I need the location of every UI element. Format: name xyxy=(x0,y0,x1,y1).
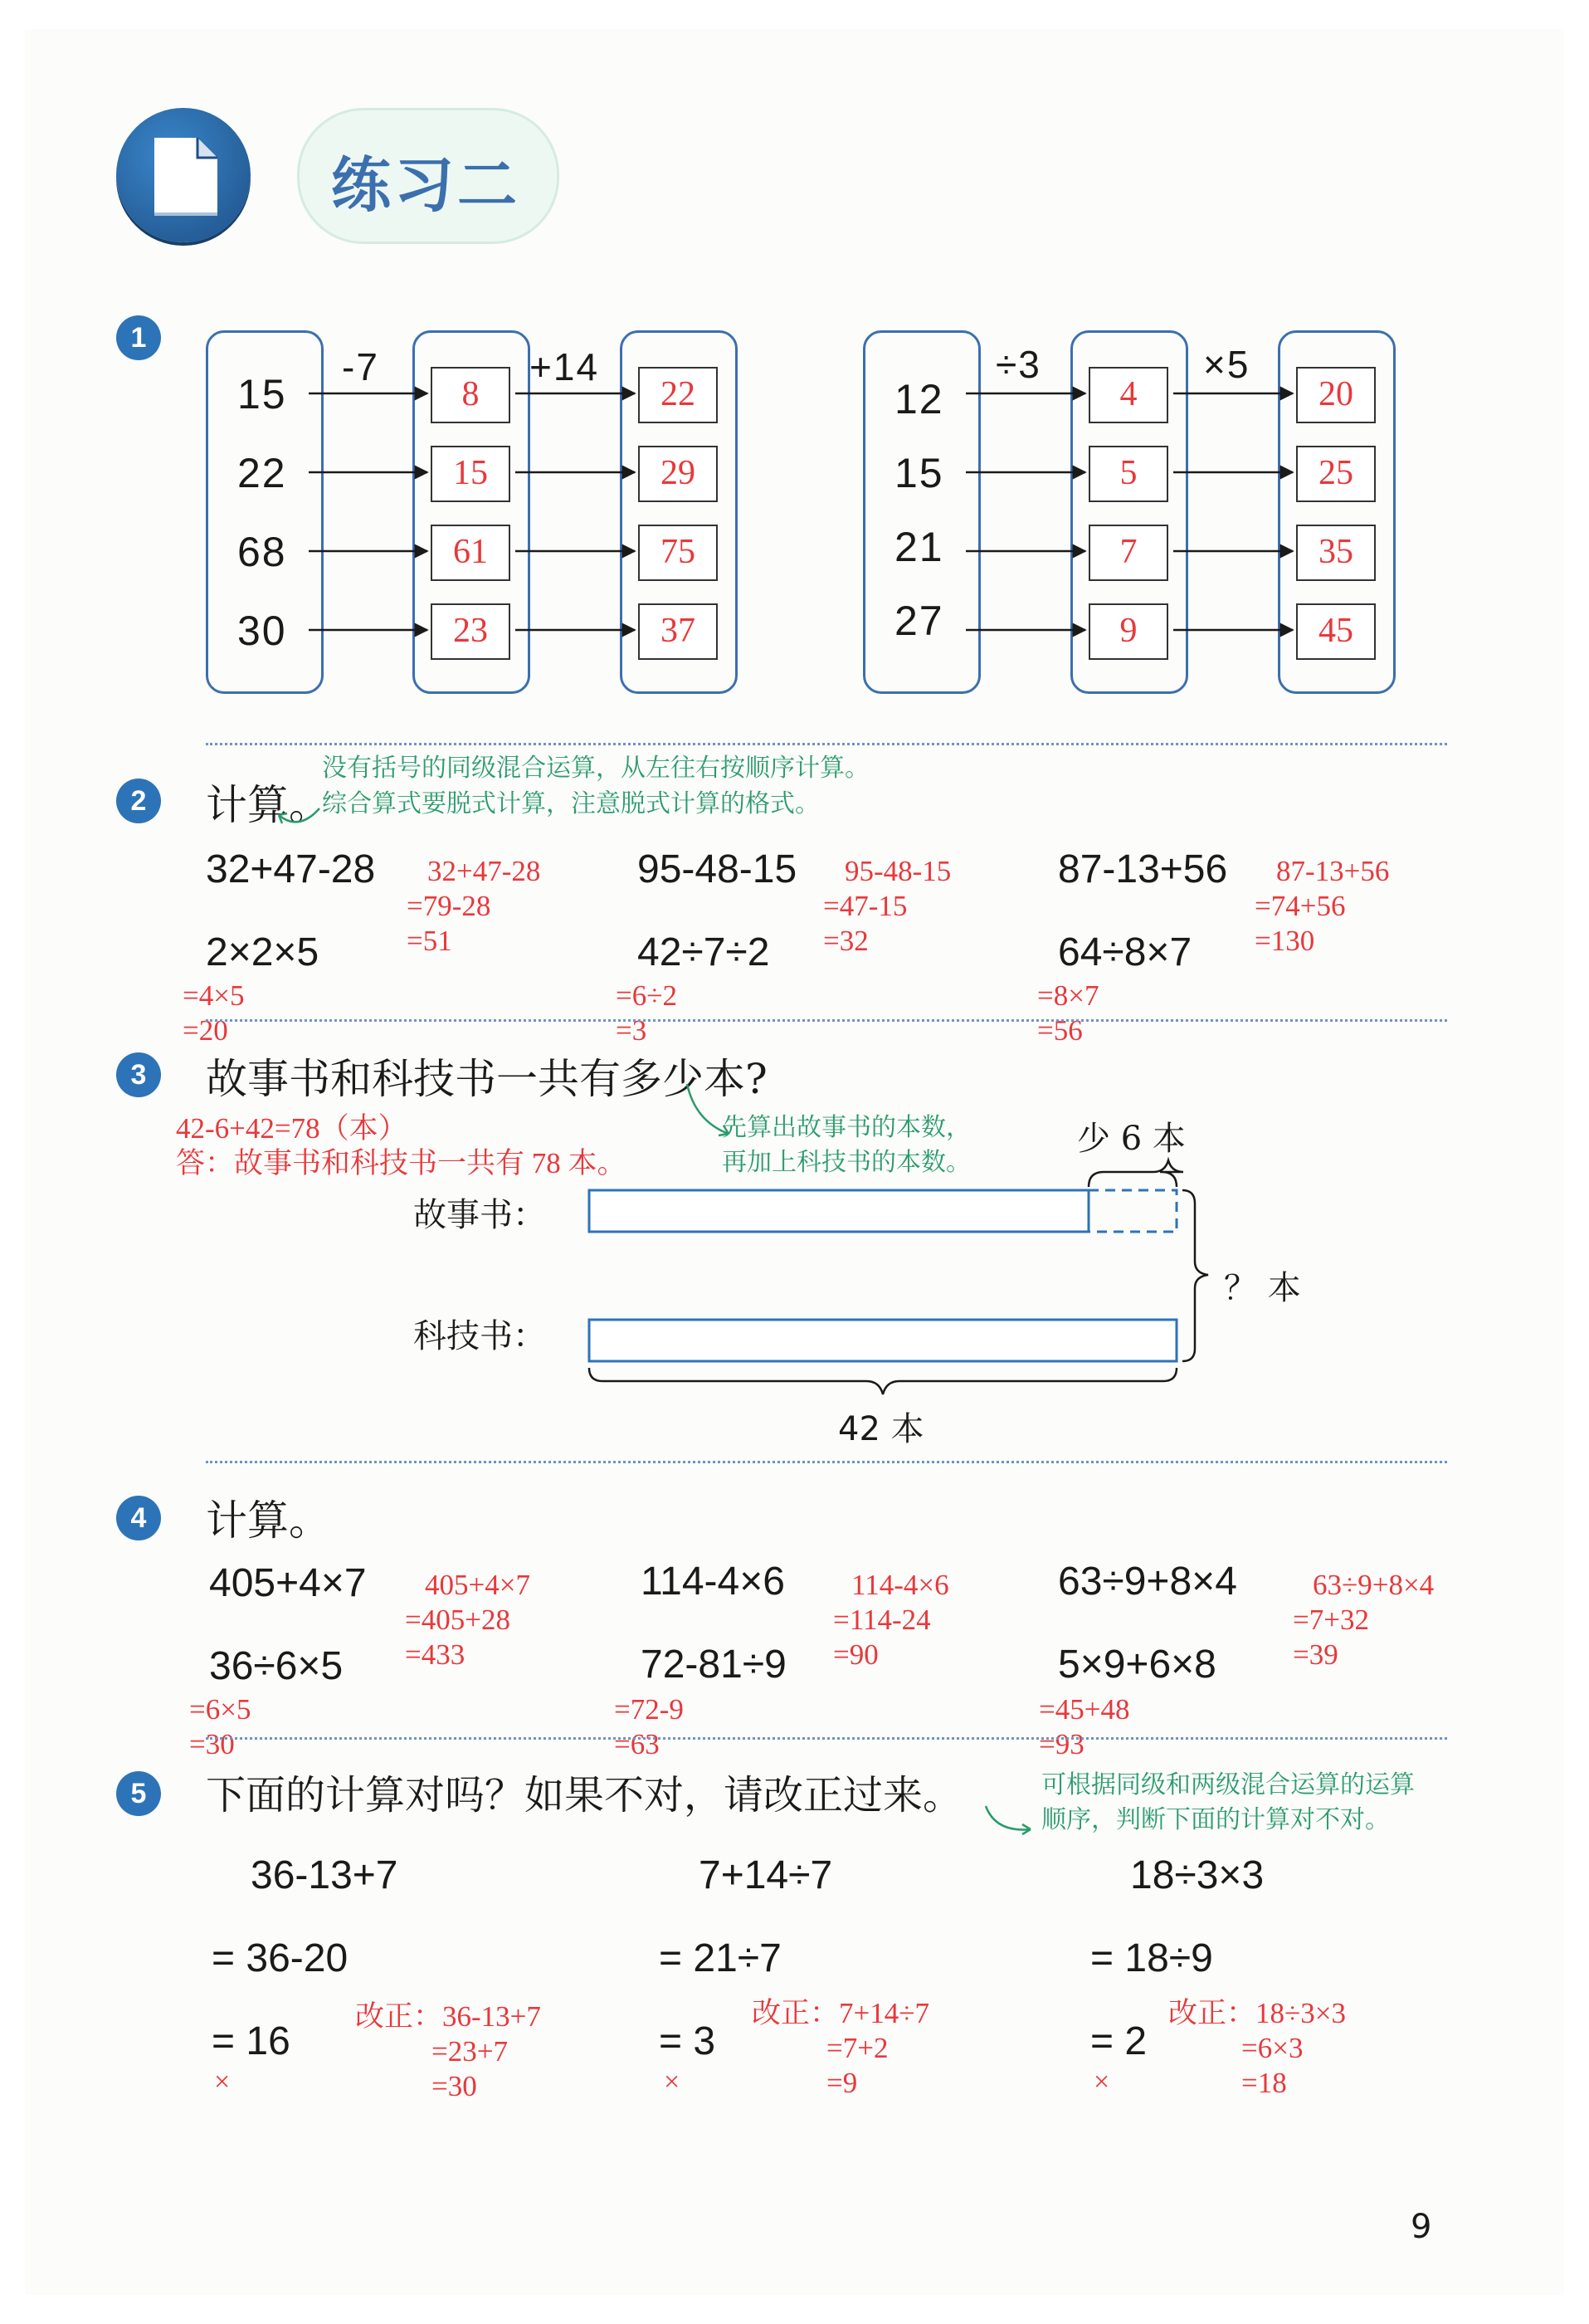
question-number-4: 4 xyxy=(116,1496,161,1540)
q3-hint-1: 先算出故事书的本数， xyxy=(722,1113,971,1142)
q3-answer-equation: 42-6+42=78（本） xyxy=(176,1112,407,1145)
q4-work-line: =90 xyxy=(833,1638,879,1671)
q4-work-line: 114-4×6 xyxy=(851,1569,949,1601)
q2-problem: 42÷7÷2 xyxy=(637,930,770,974)
q4-work-line: =433 xyxy=(405,1638,465,1671)
q5-title: 下面的计算对吗？如果不对，请改正过来。 xyxy=(206,1772,963,1819)
q5-expression: 7+14÷7 xyxy=(699,1853,833,1897)
q2-work-line: =4×5 xyxy=(183,979,245,1012)
q3-tech-count: 42 本 xyxy=(838,1410,924,1448)
q4-problem: 72-81÷9 xyxy=(641,1643,787,1687)
q2-problem: 95-48-15 xyxy=(637,847,797,891)
q5-correction-line: 改正：7+14÷7 xyxy=(752,1997,929,2029)
q4-work-line: =6×5 xyxy=(189,1693,251,1726)
q5-correction-line: =6×3 xyxy=(1241,2032,1304,2064)
q3-answer-sentence: 答：故事书和科技书一共有 78 本。 xyxy=(176,1147,626,1179)
q4-problem: 5×9+6×8 xyxy=(1058,1643,1216,1687)
q2-work-line: 95-48-15 xyxy=(845,855,952,887)
q1-left-input: 22 xyxy=(237,450,287,496)
q4-problem: 36÷6×5 xyxy=(209,1644,344,1688)
q2-hint-2: 综合算式要脱式计算，注意脱式计算的格式。 xyxy=(322,789,820,818)
question-number-5: 5 xyxy=(116,1771,161,1816)
q5-correction-line: 改正：18÷3×3 xyxy=(1168,1997,1346,2029)
q4-work-line: =63 xyxy=(614,1728,660,1760)
q3-title: 故事书和科技书一共有多少本? xyxy=(206,1055,768,1103)
question-number-2: 2 xyxy=(116,779,161,823)
q3-total-label: ？ 本 xyxy=(1224,1269,1301,1307)
q2-work-line: 32+47-28 xyxy=(427,855,541,887)
q4-problem: 405+4×7 xyxy=(209,1561,367,1605)
q5-wrong-mark: × xyxy=(1094,2067,1110,2097)
q4-work-line: =30 xyxy=(189,1728,235,1760)
q1-left-step2-answer: 29 xyxy=(638,446,718,502)
q3-less-label: 少 6 本 xyxy=(1077,1120,1186,1158)
question-number-3: 3 xyxy=(116,1052,161,1097)
q2-work-line: =130 xyxy=(1255,925,1315,957)
q1-left-op2: +14 xyxy=(529,345,600,388)
q1-right-step2-answer: 45 xyxy=(1296,603,1376,660)
q1-left-step2-answer: 75 xyxy=(638,525,718,581)
q4-work-line: =45+48 xyxy=(1039,1693,1130,1726)
q2-problem: 2×2×5 xyxy=(206,930,319,974)
q2-title: 计算。 xyxy=(206,781,330,829)
q5-correction-line: 改正：36-13+7 xyxy=(355,2000,541,2033)
q1-left-input: 68 xyxy=(237,529,287,575)
q4-problem: 63÷9+8×4 xyxy=(1058,1560,1237,1604)
q5-correction-line: =9 xyxy=(826,2067,858,2099)
q1-right-input: 15 xyxy=(894,450,944,496)
q4-work-line: =405+28 xyxy=(405,1604,510,1636)
q3-hint-2: 再加上科技书的本数。 xyxy=(722,1148,971,1177)
q2-problem: 87-13+56 xyxy=(1058,847,1228,891)
q1-right-op1: ÷3 xyxy=(996,343,1041,386)
q2-work-line: =51 xyxy=(407,925,452,957)
q5-step: = 18÷9 xyxy=(1090,1936,1213,1980)
q4-title: 计算。 xyxy=(206,1496,330,1545)
q3-story-label: 故事书： xyxy=(413,1196,546,1234)
q5-correction-line: =23+7 xyxy=(431,2035,508,2068)
q1-right-op2: ×5 xyxy=(1203,343,1250,386)
q2-work-line: 87-13+56 xyxy=(1276,855,1390,887)
q4-work-line: =114-24 xyxy=(833,1604,931,1636)
q5-wrong-mark: × xyxy=(664,2067,680,2097)
q4-work-line: =93 xyxy=(1039,1728,1085,1760)
q5-hint-2: 顺序，判断下面的计算对不对。 xyxy=(1041,1805,1390,1834)
q1-left-step1-answer: 15 xyxy=(431,446,510,502)
q1-left-input: 15 xyxy=(237,371,287,417)
q4-work-line: 63÷9+8×4 xyxy=(1313,1569,1435,1601)
q5-hint-1: 可根据同级和两级混合运算的运算 xyxy=(1041,1770,1415,1799)
q4-work-line: 405+4×7 xyxy=(425,1569,530,1601)
q4-work-line: =7+32 xyxy=(1293,1604,1369,1636)
q5-correction-line: =18 xyxy=(1241,2067,1287,2099)
q1-left-step2-answer: 22 xyxy=(638,367,718,423)
q1-left-step1-answer: 8 xyxy=(431,367,510,423)
q4-work-line: =72-9 xyxy=(614,1693,684,1726)
q5-result: = 2 xyxy=(1090,2019,1148,2063)
q2-work-line: =74+56 xyxy=(1255,890,1346,922)
q1-left-step1-answer: 61 xyxy=(431,525,510,581)
q1-right-step1-answer: 7 xyxy=(1089,525,1168,581)
q2-work-line: =8×7 xyxy=(1037,979,1099,1012)
page-number: 9 xyxy=(1411,2208,1432,2246)
q2-work-line: =32 xyxy=(823,925,869,957)
q5-step: = 36-20 xyxy=(212,1936,349,1980)
q5-correction-line: =30 xyxy=(431,2070,477,2102)
q5-correction-line: =7+2 xyxy=(826,2032,889,2064)
q1-left-input: 30 xyxy=(237,608,287,654)
q2-work-line: =56 xyxy=(1037,1014,1083,1047)
q5-result: = 3 xyxy=(659,2019,716,2063)
q5-wrong-mark: × xyxy=(214,2067,231,2097)
q5-hint-arrow xyxy=(979,1801,1046,1851)
q2-problem: 32+47-28 xyxy=(206,847,376,891)
q1-right-step2-answer: 25 xyxy=(1296,446,1376,502)
q2-problem: 64÷8×7 xyxy=(1058,930,1192,974)
page-title: 练习二 xyxy=(330,149,520,220)
q2-work-line: =3 xyxy=(616,1014,647,1047)
q1-right-input: 27 xyxy=(894,598,944,644)
q1-left-step2-answer: 37 xyxy=(638,603,718,660)
q2-work-line: =79-28 xyxy=(407,890,491,922)
q1-right-step1-answer: 5 xyxy=(1089,446,1168,502)
q1-left-op1: -7 xyxy=(342,345,379,388)
q5-step: = 21÷7 xyxy=(659,1936,782,1980)
q1-left-step1-answer: 23 xyxy=(431,603,510,660)
q3-tech-label: 科技书： xyxy=(413,1317,546,1355)
q1-right-input: 12 xyxy=(894,376,944,422)
q5-expression: 18÷3×3 xyxy=(1130,1853,1265,1897)
q4-work-line: =39 xyxy=(1293,1638,1338,1671)
section-divider xyxy=(206,1461,1447,1463)
q2-hint-1: 没有括号的同级混合运算，从左往右按顺序计算。 xyxy=(322,754,870,783)
q5-expression: 36-13+7 xyxy=(251,1853,398,1897)
q1-right-step2-answer: 35 xyxy=(1296,525,1376,581)
q5-result: = 16 xyxy=(212,2019,290,2063)
q1-right-input: 21 xyxy=(894,524,944,570)
q2-work-line: =6÷2 xyxy=(616,979,677,1012)
q1-right-step2-answer: 20 xyxy=(1296,367,1376,423)
q1-right-step1-answer: 9 xyxy=(1089,603,1168,660)
q1-right-step1-answer: 4 xyxy=(1089,367,1168,423)
q2-work-line: =20 xyxy=(183,1014,228,1047)
section-divider xyxy=(206,1737,1447,1740)
question-number-1: 1 xyxy=(116,315,161,360)
q4-problem: 114-4×6 xyxy=(641,1560,785,1604)
q2-work-line: =47-15 xyxy=(823,890,908,922)
